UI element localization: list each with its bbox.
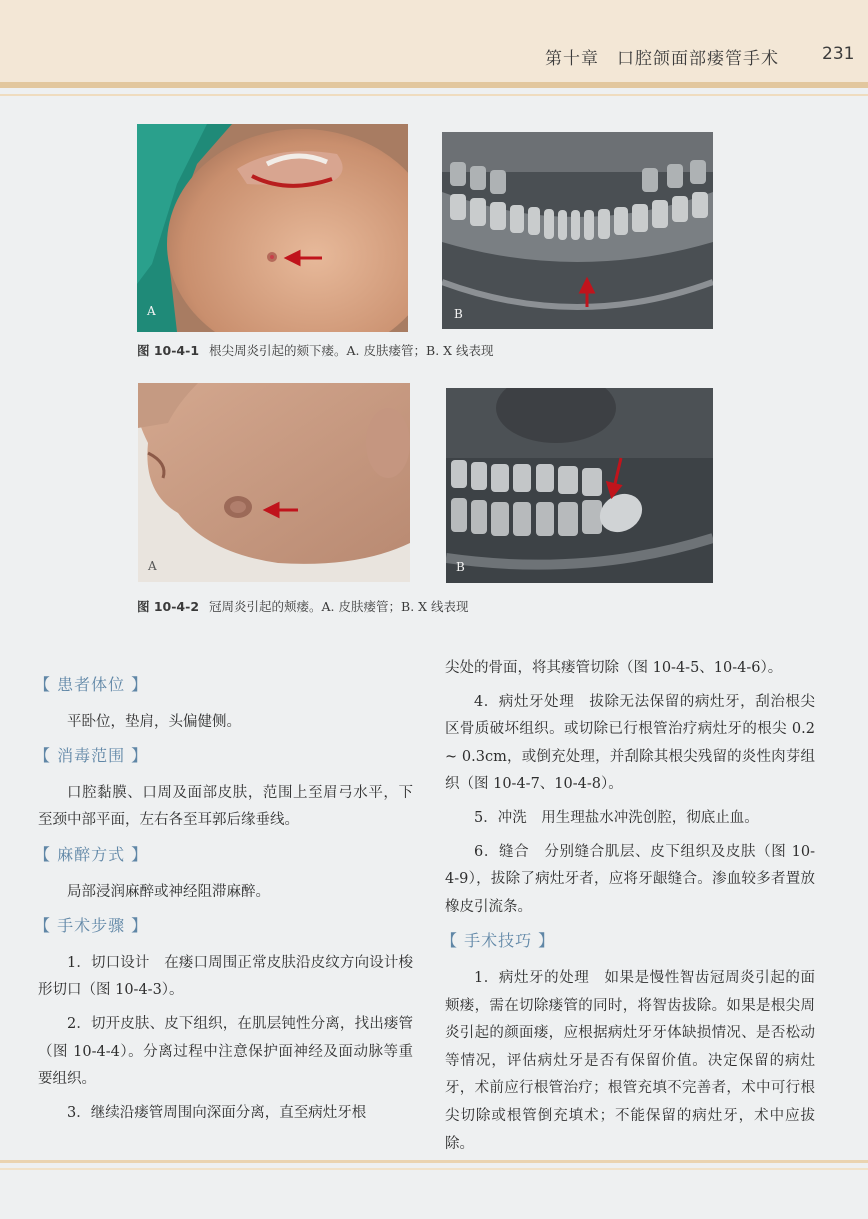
figure-number: 图 10-4-2 [137,599,200,614]
paragraph-step-3-continued: 尖处的骨面，将其瘘管切除（图 10-4-5、10-4-6）。 [445,660,783,676]
paragraph-step-1: 1．切口设计 在瘘口周围正常皮肤沿皮纹方向设计梭形切口（图 10-4-3）。 [38,954,413,999]
section-heading-disinfection: 【 消毒范围 】 [34,746,149,766]
section-heading-tips: 【 手术技巧 】 [441,931,556,951]
paragraph-patient-position: 平卧位，垫肩，头偏健侧。 [67,713,241,730]
header-rule-thin [0,94,868,96]
footer-rule-thin [0,1168,868,1170]
paragraph-step-5: 5．冲洗 用生理盐水冲洗创腔，彻底止血。 [474,809,759,826]
panel-label-a: A [148,559,157,573]
panel-label-a: A [147,304,156,318]
section-heading-anesthesia: 【 麻醉方式 】 [34,844,149,864]
panel-label-b: B [454,307,463,321]
section-heading-steps: 【 手术步骤 】 [34,916,149,936]
paragraph-tip-1: 1．病灶牙的处理 如果是慢性智齿冠周炎引起的面颊瘘，需在切除瘘管的同时，将智齿拔除。如果是根尖周炎引起的颜面瘘，应根据病灶牙牙体缺损情况、是否松动等情况，评估病灶牙是否有保留价值。决定保留的病灶牙，术前应行根管治疗；根管充填不完善者，术中可行根尖切除或根管倒充填术；不能保留的病灶牙，术中应拔除。 [445,969,815,1152]
page-header-band [0,0,868,82]
paragraph-disinfection: 口腔黏膜、口周及面部皮肤，范围上至眉弓水平，下至颈中部平面，左右各至耳郭后缘垂线。 [38,784,413,829]
section-heading-patient-position: 【 患者体位 】 [34,675,149,694]
figure-caption-text: 根尖周炎引起的颏下瘘。A. 皮肤瘘管；B. X 线表现 [209,343,494,358]
paragraph-step-4: 4．病灶牙处理 拔除无法保留的病灶牙，刮治根尖区骨质破坏组织。或切除已行根管治疗病灶牙的根尖 0.2 ~ 0.3cm，或倒充处理，并刮除其根尖残留的炎性肉芽组织（图 10-4-7、10-4-8）。 [445,693,815,793]
paragraph-anesthesia: 局部浸润麻醉或神经阻滞麻醉。 [67,883,270,900]
figure-number: 图 10-4-1 [137,343,200,358]
page-number: 231 [822,44,855,64]
paragraph-step-3: 3．继续沿瘘管周围向深面分离，直至病灶牙根 [67,1104,367,1121]
right-column [441,655,815,1164]
figure-10-4-1-caption [137,341,494,359]
figure-10-4-2-photo-a [138,383,410,582]
footer-rule [0,1160,868,1163]
figure-10-4-2-xray-b [446,388,713,583]
figure-10-4-1-xray-b [442,132,713,329]
figure-10-4-2-caption [137,597,469,615]
chapter-title: 第十章 口腔颌面部瘘管手术 [545,49,779,69]
paragraph-step-6: 6．缝合 分别缝合肌层、皮下组织及皮肤（图 10-4-9），拔除了病灶牙者，应将牙龈缝合。渗血较多者置放橡皮引流条。 [445,843,815,915]
paragraph-step-2: 2．切开皮肤、皮下组织，在肌层钝性分离，找出瘘管（图 10-4-4）。分离过程中注意保护面神经及面动脉等重要组织。 [38,1015,413,1088]
panel-label-b: B [456,560,465,574]
left-column [34,665,413,1133]
header-rule [0,82,868,88]
figure-caption-text: 冠周炎引起的颊瘘。A. 皮肤瘘管；B. X 线表现 [209,599,469,614]
figure-10-4-1-photo-a [137,124,408,332]
